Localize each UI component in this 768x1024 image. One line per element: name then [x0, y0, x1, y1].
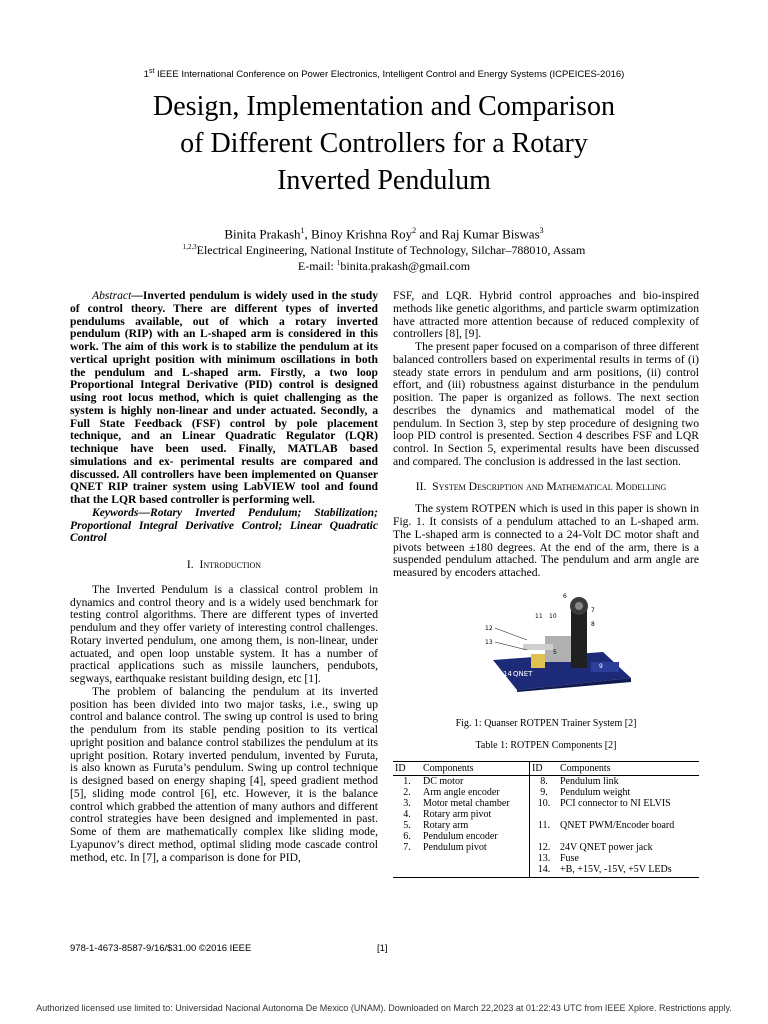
author-list	[0, 226, 768, 242]
section-1-heading	[70, 559, 378, 572]
figure-caption: Fig. 1: Quanser ROTPEN Trainer System [2]	[455, 717, 637, 729]
section-2-number: II.	[415, 479, 427, 493]
table-cell: 4.	[403, 809, 411, 821]
keywords-text: Rotary Inverted Pendulum; Stabilization; Proportional Integral Derivative Control; Linear Quadratic Control	[70, 505, 378, 545]
header-components-1: Components	[421, 762, 530, 776]
table-cell: 9.	[530, 787, 559, 798]
table-cell: 1.	[403, 776, 411, 788]
table-body	[393, 776, 699, 878]
title-line-1: Design, Implementation and Comparison	[153, 91, 615, 122]
table-row	[393, 842, 699, 853]
callout-6: 6	[563, 592, 567, 600]
section-2-title: System Description and Mathematical Modelling	[432, 479, 667, 493]
table-cell: Pendulum pivot	[423, 842, 487, 854]
table-header-row	[393, 762, 699, 776]
isbn-copyright: 978-1-4673-8587-9/16/$31.00 ©2016 IEEE	[70, 943, 252, 954]
keywords	[70, 507, 378, 545]
conference-ordinal: st	[148, 68, 155, 75]
callout-12: 12	[485, 624, 493, 632]
table-row	[393, 820, 699, 831]
abstract-text: Inverted pendulum is widely used in the study of control theory. There are different types of inverted pendulums available, out of which a rotary inverted pendulum (RIP) with an L-shaped arm is considered in this work. The aim of this work is to stabilize the pendulum at its vertical upright position with minimum oscillations in both the pendulum and L-shaped arm. Firstly, a two loop Proportional Integral Derivative (PID) control is designed using root locus method, which is quiet challenging as the system is highly non-linear and under actuated. Secondly, a Full State Feedback (FSF) control by pole placement technique, and an Linear Quadratic Regulator (LQR) technique have been used. Finally, MATLAB based simulations and ex- perimental results are compared and discussed. All controllers have been implemented on Quanser QNET RIP trainer system using LabVIEW tool and found that the LQR based controller is performing well.	[70, 289, 378, 506]
table-cell: 10.	[530, 798, 559, 809]
table-row	[393, 809, 699, 820]
table-cell	[421, 853, 530, 864]
table-cell	[393, 853, 421, 864]
table-row	[393, 831, 699, 842]
callout-10: 10	[549, 612, 557, 620]
abstract-dash: —	[131, 289, 143, 302]
table-row	[393, 798, 699, 809]
table-cell: Rotary arm pivot	[423, 809, 492, 821]
header-components-2: Components	[558, 762, 699, 776]
right-column	[393, 290, 699, 878]
email-sup: 1	[336, 259, 341, 267]
table-cell	[421, 864, 530, 878]
table-cell: 6.	[403, 831, 411, 843]
table-cell	[558, 809, 699, 820]
table-cell: Motor metal chamber	[423, 798, 510, 810]
email-line	[0, 259, 768, 274]
affiliation-sup: 1,2,3	[182, 243, 197, 251]
left-column	[70, 290, 378, 864]
table-cell: Fuse	[560, 853, 579, 865]
callout-7: 7	[591, 606, 595, 614]
callout-5: 5	[553, 648, 557, 656]
table-cell: Arm angle encoder	[423, 787, 500, 799]
table-cell: 11.	[530, 820, 559, 831]
table-cell: PCI connector to NI ELVIS	[560, 798, 671, 810]
table-cell: QNET PWM/Encoder board	[560, 820, 675, 832]
header-id-1: ID	[393, 762, 421, 776]
callout-11: 11	[535, 612, 543, 620]
page-number: [1]	[377, 943, 388, 954]
table-cell: 14.	[530, 864, 559, 878]
callout-13: 13	[485, 638, 493, 646]
section-1-title: Introduction	[199, 558, 262, 571]
table-cell	[530, 831, 559, 842]
table-cell: 2.	[403, 787, 411, 799]
abstract-label: Abstract	[92, 289, 132, 302]
table-row	[393, 776, 699, 788]
title-line-3: Inverted Pendulum	[277, 165, 491, 196]
table-cell: Pendulum encoder	[423, 831, 498, 843]
author-3-sup: 3	[539, 226, 544, 235]
conference-name: IEEE International Conference on Power Electronics, Intelligent Control and Energy Systems (ICPEICES-2016)	[154, 69, 625, 81]
table-cell	[558, 831, 699, 842]
table-cell: Rotary arm	[423, 820, 469, 832]
affiliation	[0, 243, 768, 258]
affiliation-text: Electrical Engineering, National Institute of Technology, Silchar–788010, Assam	[196, 243, 586, 257]
table-caption: Table 1: ROTPEN Components [2]	[475, 739, 617, 751]
table-row	[393, 787, 699, 798]
figure-1	[393, 592, 699, 692]
right-paragraph-2: The present paper focused on a comparison of three different balanced controllers based on experimental results in terms of (i) steady state errors in pendulum and arm positions, (ii) control effort, and (iii) robustness against disturbance in the pendulum position. The paper is organized as follows. The next section describes the dynamics and mathematical model of the pendulum. In Section 3, step by step procedure of designing two loop PID control is presented. Section 4 describes FSF and LQR control. In Section 5, experimental results have been discussed and compared. The conclusion is addressed in the last section.	[393, 340, 699, 468]
callout-8: 8	[591, 620, 595, 628]
callout-14: 14	[503, 669, 512, 678]
section-2-paragraph-1: The system ROTPEN which is used in this paper is shown in Fig. 1. It consists of a pendulum attached to an L-shaped arm. The L-shaped arm is connected to a 24-Volt DC motor shaft and pivots between ±180 degrees. At the end of the arm, there is a suspended pendulum attached. The pendulum and arm angle are measured by encoders attached.	[393, 502, 699, 579]
title-line-2: of Different Controllers for a Rotary	[180, 128, 588, 159]
table-cell: Pendulum link	[560, 776, 619, 788]
table-row	[393, 853, 699, 864]
paper-title	[100, 88, 668, 199]
email-address: binita.prakash@gmail.com	[340, 259, 471, 273]
author-1: Binita Prakash	[224, 226, 301, 242]
table-cell: 7.	[403, 842, 411, 854]
table-cell: Pendulum weight	[560, 787, 631, 799]
section-1-number: I.	[186, 558, 194, 571]
qnet-brand: QNET	[513, 669, 533, 678]
abstract	[70, 290, 378, 507]
author-3: and Raj Kumar Biswas	[416, 226, 540, 242]
table-cell	[530, 809, 559, 820]
email-label: E-mail:	[297, 259, 337, 273]
table-cell: 13.	[530, 853, 559, 864]
conference-header	[0, 68, 768, 80]
table-cell: 12.	[530, 842, 559, 853]
author-1-sup: 1	[300, 226, 305, 235]
table-cell: 3.	[403, 798, 411, 810]
table-cell: 8.	[530, 776, 559, 788]
components-table	[393, 761, 699, 878]
table-cell	[393, 864, 421, 878]
table-cell: DC motor	[423, 776, 464, 788]
table-row	[393, 864, 699, 878]
author-2-sup: 2	[412, 226, 417, 235]
author-2: , Binoy Krishna Roy	[304, 226, 413, 242]
rotpen-photo	[483, 592, 633, 692]
right-paragraph-1: FSF, and LQR. Hybrid control approaches and bio-inspired methods like genetic algorithms, and particle swarm optimization have attracted more attention because of reduced complexity of controllers [8], [9].	[393, 289, 699, 341]
table-cell: 24V QNET power jack	[560, 842, 653, 854]
callout-9: 9	[599, 662, 603, 670]
header-id-2: ID	[530, 762, 559, 776]
section-2-heading	[383, 481, 699, 494]
table-cell: 5.	[403, 820, 411, 832]
intro-paragraph-1: The Inverted Pendulum is a classical control problem in dynamics and control theory and is a widely used benchmark for testing control algorithms. There are different types of inverted pendulum and they offer variety of interesting control challenges. Rotary inverted pendulum, one among them, is non-linear, under actuated, and open loop unstable system. It has a number of practical applications such as missile launchers, pendubots, segways, earthquake resistant building design, etc [1].	[70, 582, 378, 685]
intro-paragraph-2: The problem of balancing the pendulum at its inverted position has been divided into two major tasks, i.e., swing up control and balance control. The swing up control is used to bring the pendulum from its stable pending position to its vertical upright position and balance control stabilizes the pendulum at its upright position. Rotary inverted pendulum, invented by Furuta, is also known as Furuta’s pendulum. Swing up control technique is designed based on energy shaping [4], speed gradient method [5], sliding mode control [6], etc. However, it is the balance control which grabbed the attention of many authors and different control strategies have been designed and implemented in past. Some of them are mathematically complex like sliding mode, Lyapunov’s direct method, optimal sliding mode cascade control method, etc. In [7], a comparison is done for PID,	[70, 684, 378, 864]
table-cell: +B, +15V, -15V, +5V LEDs	[558, 864, 699, 878]
conference-number: 1	[143, 69, 149, 81]
keywords-label: Keywords—	[92, 505, 150, 519]
rotary-arm	[523, 644, 553, 650]
license-notice: Authorized licensed use limited to: Universidad Nacional Autonoma De Mexico (UNAM). Downloaded on March 22,2023 at 01:22:43 UTC from IEEE Xplore. Restrictions apply.	[36, 1003, 732, 1013]
